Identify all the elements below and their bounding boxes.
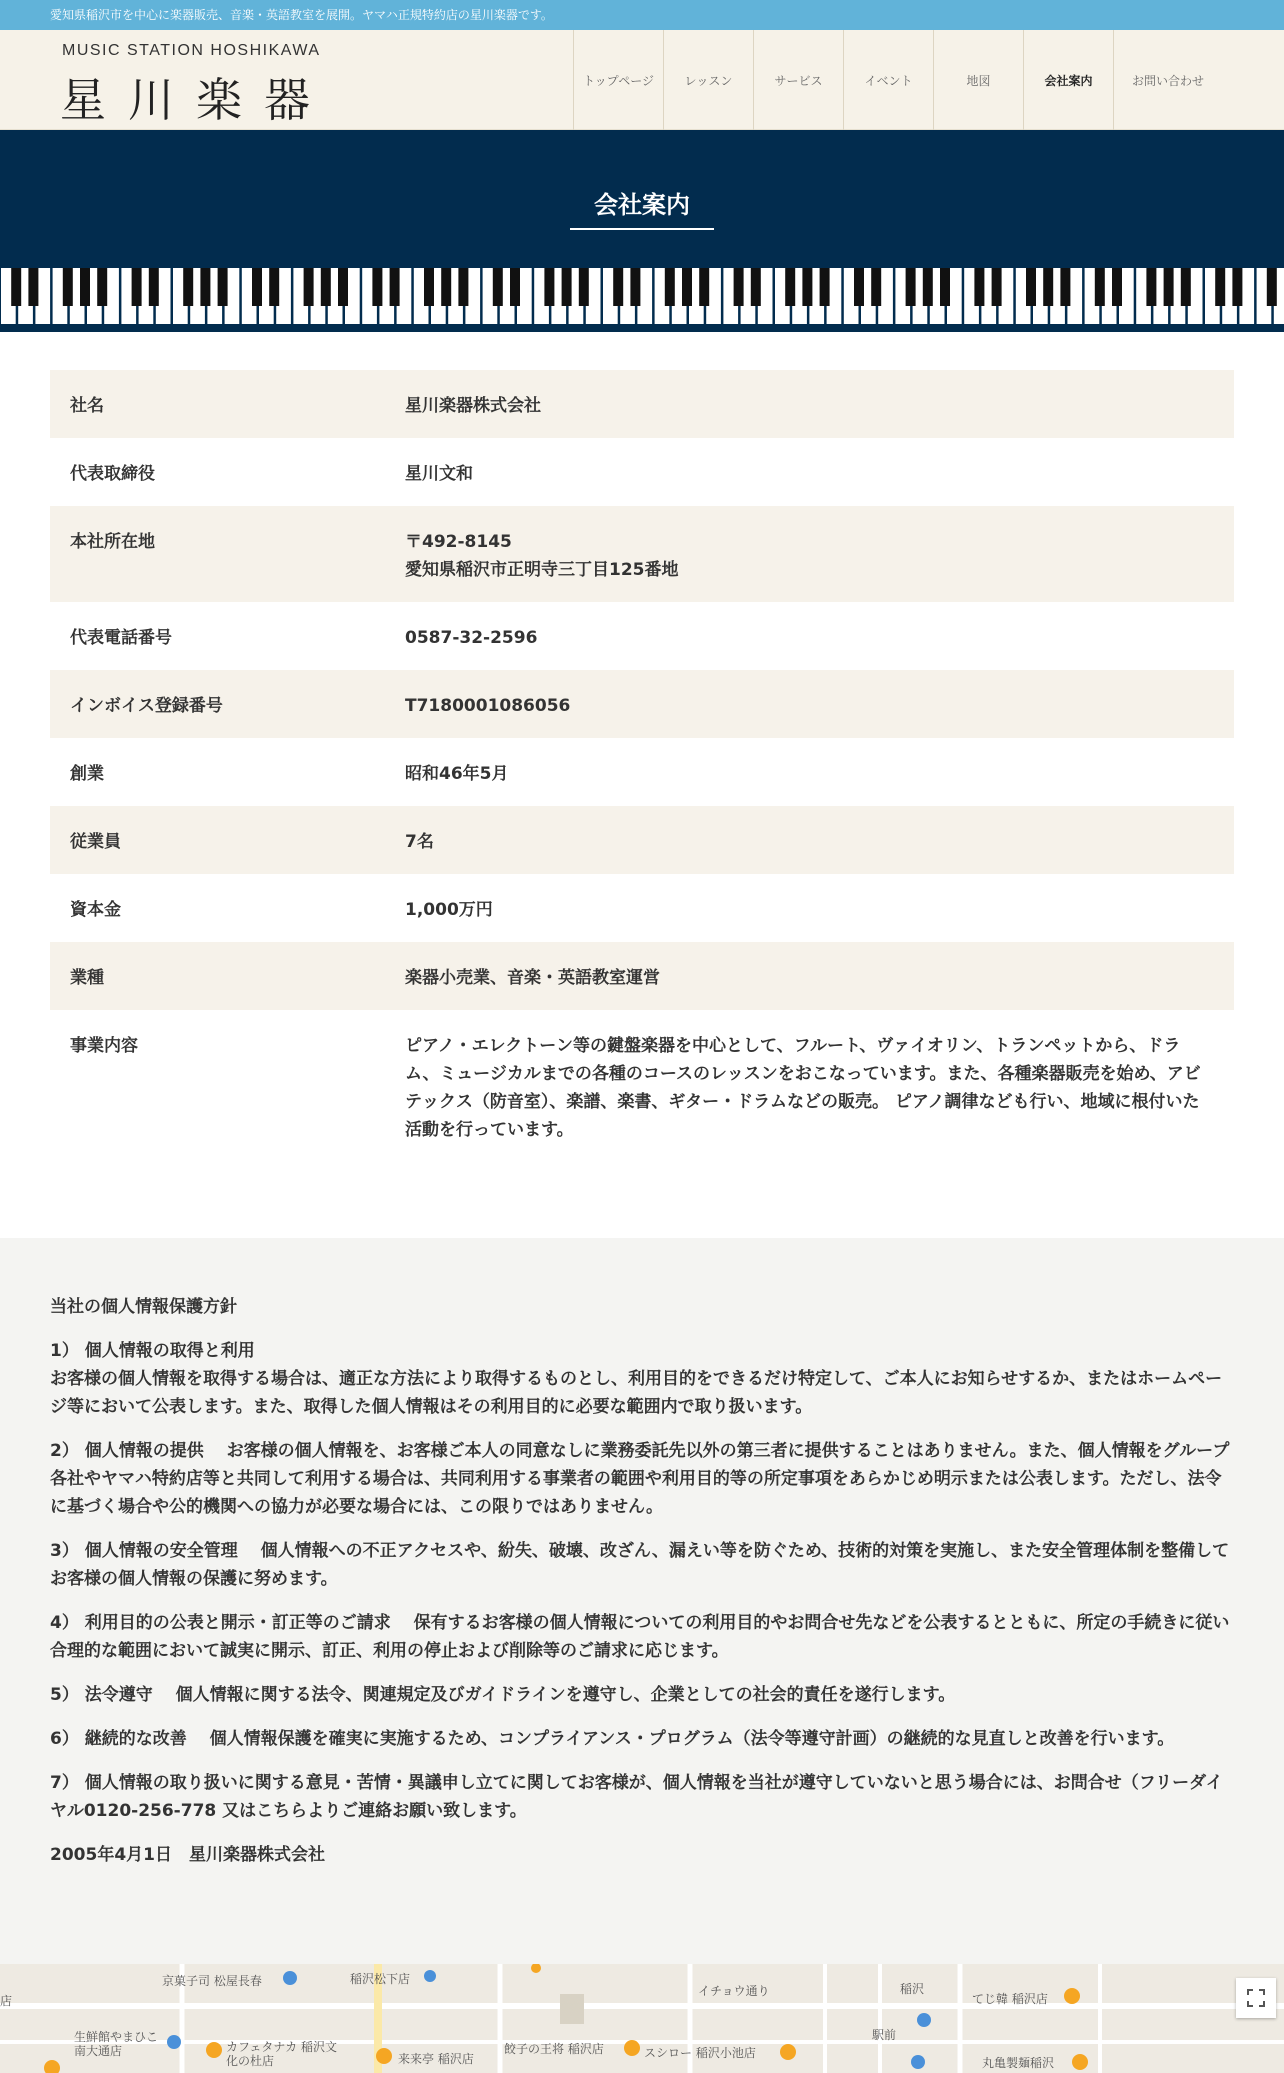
map-label: 稲沢	[900, 1982, 925, 1996]
policy-item: 6） 継続的な改善 個人情報保護を確実に実施するため、コンプライアンス・プログラム（法令等遵守計画）の継続的な見直しと改善を行います。	[50, 1729, 1175, 1749]
nav-event[interactable]: イベント	[844, 30, 934, 130]
black-key	[372, 268, 382, 306]
nav-service[interactable]: サービス	[754, 30, 844, 130]
table-row	[50, 370, 1234, 438]
top-announcement-bar	[0, 0, 1284, 30]
privacy-policy-content	[50, 1293, 1234, 1885]
row-value: 昭和46年5月	[405, 764, 509, 784]
nav-map[interactable]: 地図	[934, 30, 1024, 130]
table-row	[50, 1010, 1234, 1160]
row-label: 社名	[70, 396, 104, 416]
map-label: 来来亭 稲沢店	[398, 2052, 474, 2066]
black-key	[974, 268, 984, 306]
black-key	[1112, 268, 1122, 306]
black-key	[80, 268, 90, 306]
black-key	[906, 268, 916, 306]
company-info-table	[50, 370, 1234, 1160]
black-key	[562, 268, 572, 306]
page-hero	[0, 130, 1284, 268]
black-key	[1043, 268, 1053, 306]
map-label: 店	[0, 1994, 13, 2008]
row-value: 星川楽器株式会社	[405, 396, 541, 416]
black-key	[802, 268, 812, 306]
row-value: ピアノ・エレクトーン等の鍵盤楽器を中心として、フルート、ヴァイオリン、トランペットから、ドラム、ミュージカルまでの各種のコースのレッスンをおこなっています。また、各種楽器販売を始め、アビテックス（防音室）、楽譜、楽書、ギター・ドラムなどの販売。 ピアノ調律なども行い、地域に根付いた活動を行っています。	[405, 1036, 1201, 1140]
table-row	[50, 738, 1234, 806]
row-label: 代表取締役	[70, 464, 155, 484]
map-label: イチョウ通り	[698, 1984, 770, 1998]
black-key	[390, 268, 400, 306]
row-label: 資本金	[70, 900, 121, 920]
map-label: スシロー 稲沢小池店	[644, 2046, 756, 2060]
nav-contact[interactable]: お問い合わせ	[1131, 73, 1204, 88]
nav-lesson[interactable]: レッスン	[664, 30, 754, 130]
policy-item	[50, 1337, 1234, 1421]
black-key	[458, 268, 468, 306]
row-label: 代表電話番号	[70, 628, 172, 648]
nav-top[interactable]: トップページ	[574, 30, 664, 130]
map-label: 生鮮館やまひこ 南大通店	[74, 2030, 159, 2058]
title-underline	[570, 228, 714, 230]
privacy-policy-section	[0, 1238, 1284, 1964]
map-label: 稲沢松下店	[350, 1972, 411, 1986]
table-row	[50, 670, 1234, 738]
black-key	[1095, 268, 1105, 306]
black-key	[665, 268, 675, 306]
announcement-text: 愛知県稲沢市を中心に楽器販売、音楽・英語教室を展開。ヤマハ正規特約店の星川楽器です。	[50, 8, 553, 22]
policy-item: 3） 個人情報の安全管理 個人情報への不正アクセスや、紛失、破壊、改ざん、漏えい等を防ぐため、技術的対策を実施し、また安全管理体制を整備してお客様の個人情報の保護に努めます。	[50, 1541, 1230, 1589]
black-key	[820, 268, 830, 306]
policy-item: 2） 個人情報の提供 お客様の個人情報を、お客様ご本人の同意なしに業務委託先以外の第三者に提供することはありません。また、個人情報をグループ各社やヤマハ特約店等と共同して利用する場合は、共同利用する事業者の範囲や利用目的等の所定事項をあらかじめ明示または公表します。ただし、法令に基づく場合や公的機関への協力が必要な場合には、この限りではありません。	[50, 1441, 1230, 1517]
black-key	[1181, 268, 1191, 306]
map-label: カフェタナカ 稲沢文化の杜店	[226, 2040, 337, 2068]
embedded-map[interactable]	[0, 1964, 1284, 2073]
row-label: 創業	[70, 764, 104, 784]
black-key	[630, 268, 640, 306]
black-key	[200, 268, 210, 306]
black-key	[63, 268, 73, 306]
map-label: てじ韓 稲沢店	[972, 1992, 1048, 2006]
nav-company[interactable]: 会社案内	[1024, 30, 1114, 130]
black-key	[510, 268, 520, 306]
row-value: 0587-32-2596	[405, 628, 538, 648]
row-label: 業種	[70, 968, 104, 988]
fullscreen-icon	[1247, 1989, 1265, 2007]
table-row	[50, 602, 1234, 670]
black-key	[734, 268, 744, 306]
black-key	[544, 268, 554, 306]
black-key	[940, 268, 950, 306]
black-key	[218, 268, 228, 306]
black-key	[149, 268, 159, 306]
black-key	[1164, 268, 1174, 306]
black-key	[97, 268, 107, 306]
table-row	[50, 942, 1234, 1010]
black-key	[785, 268, 795, 306]
map-label: 餃子の王将 稲沢店	[504, 2042, 604, 2056]
black-key	[338, 268, 348, 306]
black-key	[923, 268, 933, 306]
row-value: 〒492-8145 愛知県稲沢市正明寺三丁目125番地	[405, 532, 679, 580]
black-key	[579, 268, 589, 306]
site-header	[0, 30, 1284, 130]
black-key	[1215, 268, 1225, 306]
black-key	[252, 268, 262, 306]
map-fullscreen-button[interactable]	[1236, 1978, 1276, 2018]
page-title: 会社案内	[594, 191, 690, 219]
row-value: 7名	[405, 832, 434, 852]
black-key	[751, 268, 761, 306]
row-label: 本社所在地	[70, 532, 155, 552]
row-value: 1,000万円	[405, 900, 493, 920]
black-key	[1146, 268, 1156, 306]
map-label: 駅前	[872, 2028, 897, 2042]
table-row	[50, 806, 1234, 874]
policy-item-body: お客様の個人情報を取得する場合は、適正な方法により取得するものとし、利用目的をできるだけ特定して、ご本人にお知らせするか、またはホームページ等において公表します。また、取得した個人情報はその利用目的に必要な範囲内で取り扱います。	[50, 1369, 1223, 1417]
row-label: 従業員	[70, 832, 121, 852]
black-key	[183, 268, 193, 306]
black-key	[613, 268, 623, 306]
logo-english[interactable]: MUSIC STATION HOSHIKAWA	[62, 42, 321, 59]
row-label: インボイス登録番号	[70, 696, 223, 716]
piano-keys-decoration	[0, 268, 1284, 332]
policy-item-heading: 1） 個人情報の取得と利用	[50, 1341, 255, 1361]
row-value: 楽器小売業、音楽・英語教室運営	[405, 968, 660, 988]
logo-japanese[interactable]: 星川楽器	[60, 73, 332, 127]
table-row	[50, 874, 1234, 942]
black-key	[1267, 268, 1277, 306]
policy-footer: 2005年4月1日 星川楽器株式会社	[50, 1845, 325, 1865]
black-key	[1026, 268, 1036, 306]
black-key	[1060, 268, 1070, 306]
policy-item: 7） 個人情報の取り扱いに関する意見・苦情・異議申し立てに関してお客様が、個人情報を当社が遵守していないと思う場合には、お問合せ（フリーダイヤル0120-256-778 又はこちらよりご連絡お願い致します。	[50, 1773, 1223, 1821]
black-key	[493, 268, 503, 306]
black-key	[132, 268, 142, 306]
black-key	[441, 268, 451, 306]
black-key	[699, 268, 709, 306]
black-key	[682, 268, 692, 306]
policy-item: 4） 利用目的の公表と開示・訂正等のご請求 保有するお客様の個人情報についての利用目的やお問合せ先などを公表するとともに、所定の手続きに従い合理的な範囲において誠実に開示、訂正、利用の停止および削除等のご請求に応じます。	[50, 1613, 1230, 1661]
table-row	[50, 506, 1234, 602]
black-key	[854, 268, 864, 306]
policy-title: 当社の個人情報保護方針	[50, 1297, 237, 1317]
black-key	[1232, 268, 1242, 306]
main-nav	[573, 30, 1222, 130]
black-key	[269, 268, 279, 306]
row-label: 事業内容	[70, 1036, 138, 1056]
map-label: 京菓子司 松屋長春	[162, 1974, 262, 1988]
black-key	[424, 268, 434, 306]
black-key	[28, 268, 38, 306]
row-value: T7180001086056	[405, 696, 571, 716]
row-value: 星川文和	[405, 464, 473, 484]
black-key	[11, 268, 21, 306]
map-label: 丸亀製麺稲沢	[982, 2056, 1055, 2070]
black-key	[321, 268, 331, 306]
black-key	[304, 268, 314, 306]
black-key	[992, 268, 1002, 306]
policy-item: 5） 法令遵守 個人情報に関する法令、関連規定及びガイドラインを遵守し、企業としての社会的責任を遂行します。	[50, 1685, 956, 1705]
table-row	[50, 438, 1234, 506]
black-key	[871, 268, 881, 306]
